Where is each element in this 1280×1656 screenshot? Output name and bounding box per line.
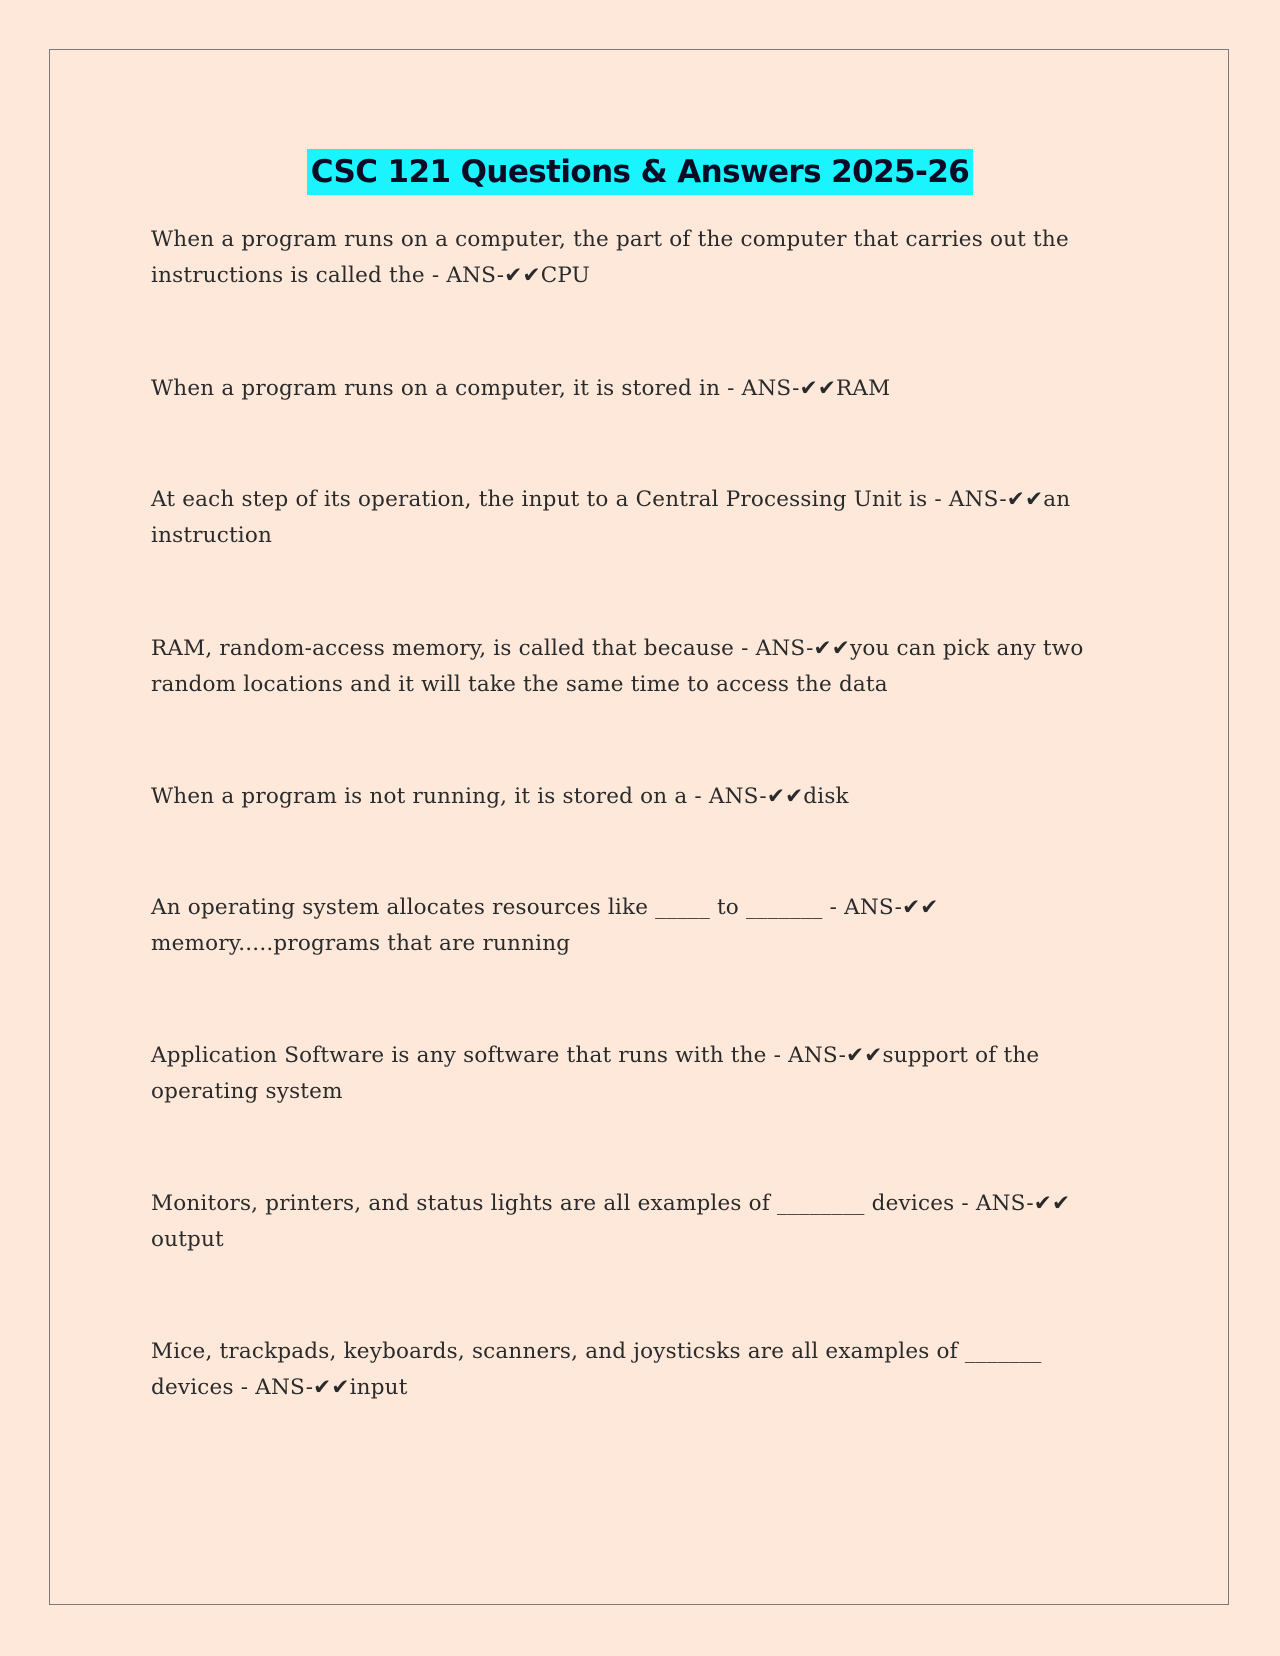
qa-item-4: RAM, random-access memory, is called that because - ANS-✔✔you can pick any two random locations and it will take the same time to access the data [151, 636, 1084, 697]
qa-item-7: Application Software is any software that runs with the - ANS-✔✔support of the operating system [151, 1043, 1040, 1104]
qa-item-6: An operating system allocates resources like _____ to _______ - ANS-✔✔ memory.....programs that are running [151, 895, 939, 956]
document-title: CSC 121 Questions & Answers 2025-26 [307, 149, 973, 195]
title-container [0, 149, 1280, 195]
qa-item-5: When a program is not running, it is stored on a - ANS-✔✔disk [151, 784, 849, 809]
qa-item-2: When a program runs on a computer, it is stored in - ANS-✔✔RAM [151, 376, 891, 401]
qa-item-3: At each step of its operation, the input to a Central Processing Unit is - ANS-✔✔an instruction [151, 487, 1071, 548]
qa-item-8: Monitors, printers, and status lights are all examples of ________ devices - ANS-✔✔ output [151, 1191, 1071, 1252]
qa-item-9: Mice, trackpads, keyboards, scanners, and joysticsks are all examples of _______ devices - ANS-✔✔input [151, 1339, 1042, 1400]
qa-item-1: When a program runs on a computer, the part of the computer that carries out the instructions is called the - ANS-✔✔CPU [151, 227, 1069, 288]
